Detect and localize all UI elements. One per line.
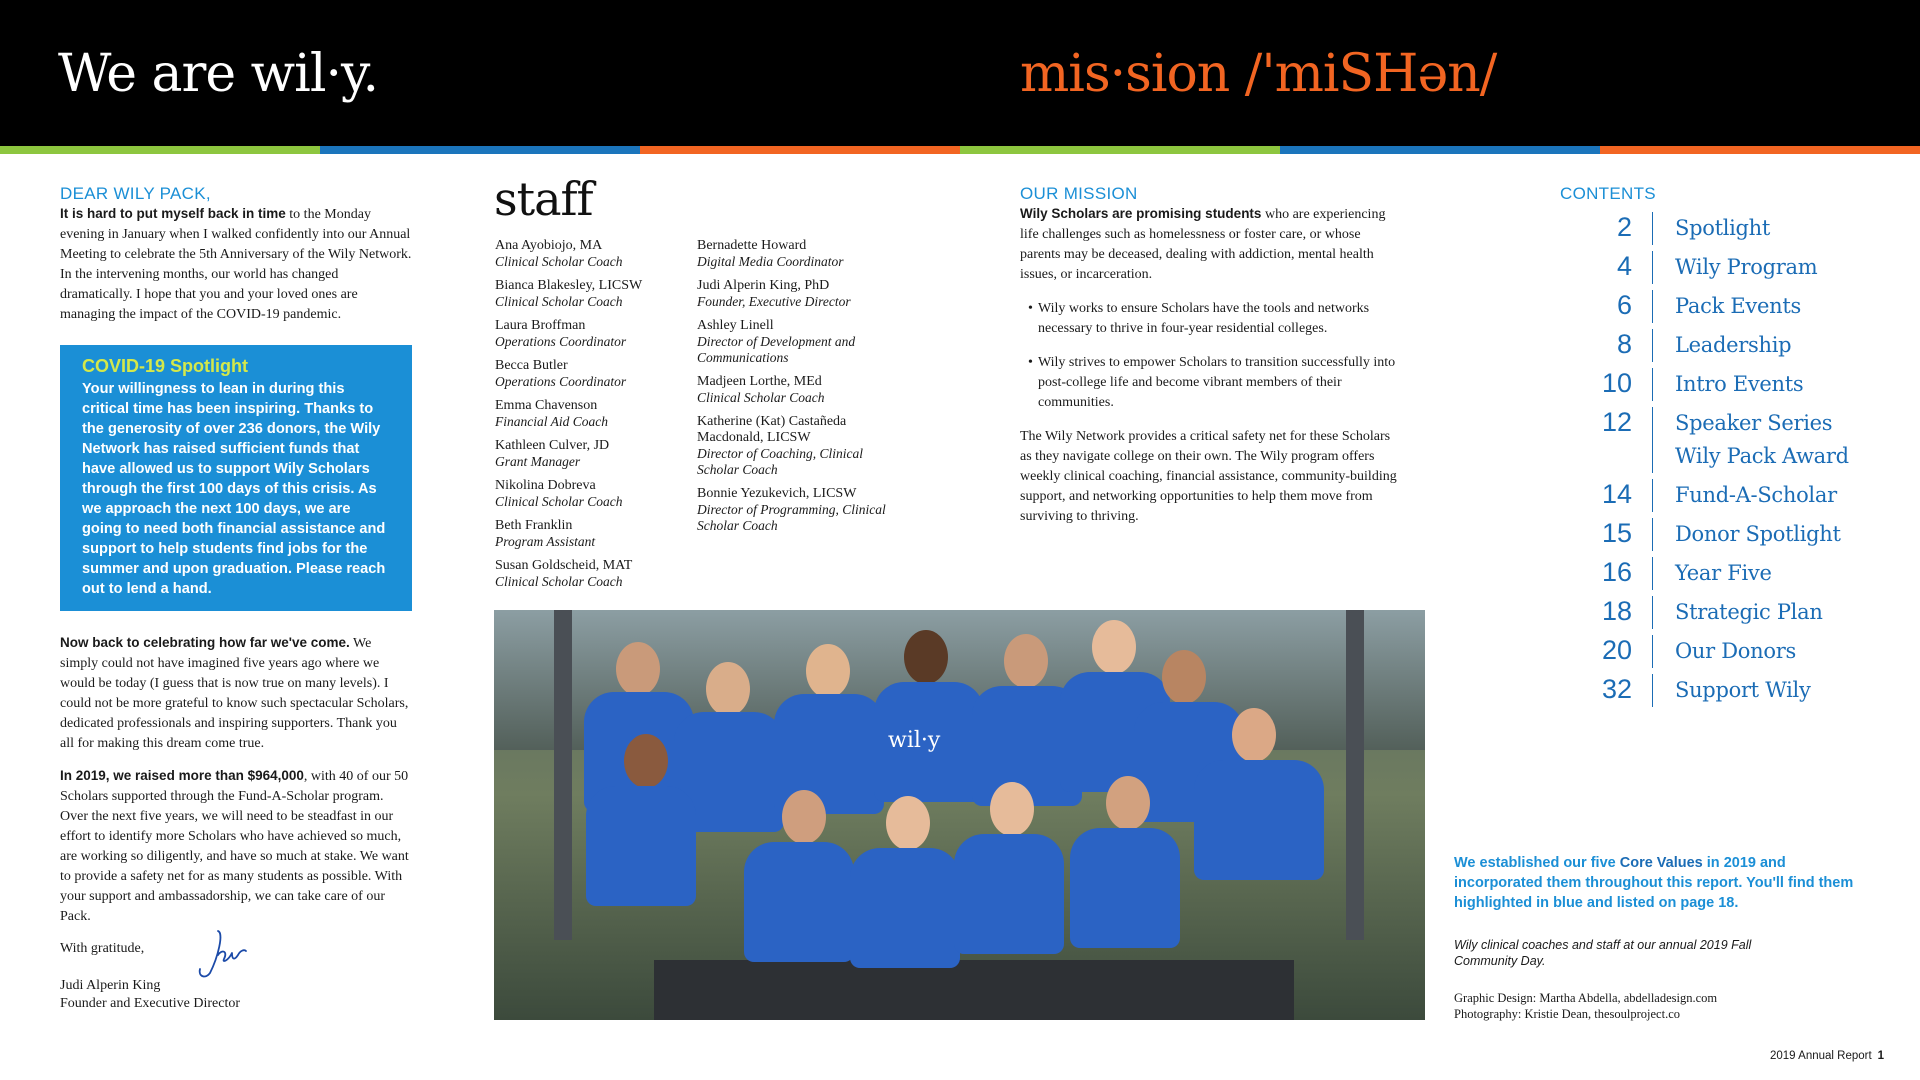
staff-name: Kathleen Culver, JD	[495, 438, 610, 453]
staff-member	[495, 478, 695, 510]
photo-caption: Wily clinical coaches and staff at our annual 2019 Fall Community Day.	[1454, 938, 1752, 968]
staff-name: Ashley Linell	[697, 318, 774, 333]
staff-name: Laura Broffman	[495, 318, 586, 333]
staff-name: Bonnie Yezukevich, LICSW	[697, 486, 857, 501]
staff-member	[495, 358, 695, 390]
toc-item[interactable]	[1560, 596, 1900, 629]
letter-heading: DEAR WILY PACK,	[60, 184, 211, 203]
core-values-note: We established our five Core Values in 2019 and incorporated them throughout this report. You'll find them highlighted in blue and listed on page 18.	[1454, 855, 1854, 911]
toc-item[interactable]	[1560, 557, 1900, 590]
toc-label: Intro Events	[1652, 368, 1803, 401]
toc-label: Donor Spotlight	[1652, 518, 1841, 551]
toc-item[interactable]	[1560, 212, 1900, 245]
staff-member	[697, 414, 907, 478]
signer-title: Founder and Executive Director	[60, 996, 240, 1011]
toc-page-number: 20	[1601, 635, 1632, 665]
photo-credit: Photography: Kristie Dean, thesoulproject.co	[1454, 1007, 1680, 1021]
staff-name: Ana Ayobiojo, MA	[495, 238, 603, 253]
staff-role: Director of Development and Communications	[697, 334, 856, 365]
shirt-logo: wil·y	[888, 728, 941, 753]
staff-name: Susan Goldscheid, MAT	[495, 558, 633, 573]
staff-name: Nikolina Dobreva	[495, 478, 596, 493]
staff-name: Beth Franklin	[495, 518, 573, 533]
staff-role: Founder, Executive Director	[697, 294, 851, 309]
toc-item[interactable]	[1560, 251, 1900, 284]
toc-label: Strategic Plan	[1652, 596, 1823, 629]
toc-item[interactable]	[1560, 479, 1900, 512]
signature-icon	[188, 927, 248, 983]
toc-page-number: 10	[1601, 368, 1632, 398]
page-footer: 2019 Annual Report 1	[1770, 1050, 1885, 1062]
staff-role: Clinical Scholar Coach	[495, 494, 623, 509]
staff-role: Grant Manager	[495, 454, 581, 469]
toc-page-number: 14	[1601, 479, 1632, 509]
toc-page-number: 6	[1616, 290, 1632, 320]
staff-role: Operations Coordinator	[495, 334, 627, 349]
signer-name: Judi Alperin King	[60, 978, 161, 993]
letter-paragraph-3: In 2019, we raised more than $964,000, with 40 of our 50 Scholars supported through the Fund-A-Scholar program. Over the next five years, we will need to be steadfast in our effort to identify more Scholars who have achieved so much, are working so diligently, and have so much at stake. We want to provide a safety net for as many students as possible. With your support and ambassadorship, we can take care of our Pack.	[60, 768, 409, 924]
staff-member	[495, 398, 695, 430]
staff-name: Katherine (Kat) Castañeda Macdonald, LICSW	[697, 414, 847, 445]
staff-member	[495, 278, 695, 310]
toc-item[interactable]	[1560, 407, 1900, 473]
toc-label: Speaker Series Wily Pack Award	[1652, 407, 1849, 473]
staff-member	[495, 438, 695, 470]
staff-role: Digital Media Coordinator	[697, 254, 844, 269]
toc-label: Leadership	[1652, 329, 1791, 362]
toc-label: Wily Program	[1652, 251, 1817, 284]
design-credit: Graphic Design: Martha Abdella, abdelladesign.com	[1454, 991, 1718, 1005]
mission-paragraph-2: The Wily Network provides a critical safety net for these Scholars as they navigate college on their own. The Wily program offers weekly clinical coaching, financial assistance, community-building support, and networking opportunities to help them move from surviving to thriving.	[1020, 429, 1397, 524]
staff-group-photo	[494, 610, 1425, 1020]
toc-page-number: 16	[1601, 557, 1632, 587]
toc-label: Year Five	[1652, 557, 1772, 590]
staff-role: Director of Programming, Clinical Scholar Coach	[697, 502, 886, 533]
contents-heading: CONTENTS	[1560, 184, 1656, 203]
header-bar	[0, 0, 1920, 146]
letter-column	[60, 184, 412, 1013]
title-mission-definition: mis·sion /'miSHən/	[1020, 44, 1497, 104]
staff-list-left	[495, 238, 695, 598]
toc-label: Support Wily	[1652, 674, 1811, 707]
mission-bullet: • Wily works to ensure Scholars have the tools and networks necessary to thrive in four-year residential colleges.	[1038, 299, 1400, 339]
staff-member	[697, 318, 907, 366]
staff-member	[495, 318, 695, 350]
page-number: 1	[1877, 1050, 1885, 1062]
toc-item[interactable]	[1560, 674, 1900, 707]
toc-page-number: 2	[1616, 212, 1632, 242]
toc-page-number: 12	[1601, 407, 1632, 437]
staff-member	[495, 518, 695, 550]
color-stripes	[0, 146, 1920, 154]
toc-page-number: 4	[1616, 251, 1632, 281]
staff-member	[697, 278, 907, 310]
staff-member	[697, 238, 907, 270]
toc-item[interactable]	[1560, 518, 1900, 551]
staff-role: Clinical Scholar Coach	[697, 390, 825, 405]
staff-role: Clinical Scholar Coach	[495, 574, 623, 589]
toc-item[interactable]	[1560, 368, 1900, 401]
toc-page-number: 18	[1601, 596, 1632, 626]
staff-member	[495, 558, 695, 590]
staff-member	[495, 238, 695, 270]
staff-name: Becca Butler	[495, 358, 568, 373]
staff-member	[697, 486, 907, 534]
toc-item[interactable]	[1560, 290, 1900, 323]
staff-role: Financial Aid Coach	[495, 414, 608, 429]
mission-column	[1020, 184, 1400, 527]
table-of-contents	[1560, 212, 1900, 713]
covid-spotlight-title: COVID-19 Spotlight	[82, 356, 248, 376]
title-we-are-wily: We are wil·y.	[58, 44, 378, 104]
toc-label: Spotlight	[1652, 212, 1770, 245]
toc-label: Our Donors	[1652, 635, 1796, 668]
covid-spotlight-body: Your willingness to lean in during this critical time has been inspiring. Thanks to the generosity of over 236 donors, the Wily Network has raised sufficient funds that have allowed us to support Wily Scholars through the first 100 days of this crisis. As we approach the next 100 days, we are going to need both financial assistance and support to help students find jobs for the summer and upon graduation. Please reach out to lend a hand.	[82, 381, 386, 597]
toc-page-number: 8	[1616, 329, 1632, 359]
toc-label: Fund-A-Scholar	[1652, 479, 1837, 512]
credits	[1454, 990, 1784, 1022]
toc-label: Pack Events	[1652, 290, 1801, 323]
staff-member	[697, 374, 907, 406]
toc-page-number: 15	[1601, 518, 1632, 548]
toc-item[interactable]	[1560, 635, 1900, 668]
mission-paragraph-1: Wily Scholars are promising students who are experiencing life challenges such as homelessness or foster care, or whose parents may be deceased, dealing with addiction, mental health issues, or incarceration.	[1020, 206, 1386, 282]
letter-paragraph-2: Now back to celebrating how far we've come. We simply could not have imagined five years ago where we would be today (I guess that is now true on many levels). I could not be more grateful to know such spectacular Scholars, dedicated professionals and inspiring supporters. Thank you all for making this dream come true.	[60, 635, 409, 751]
staff-name: Judi Alperin King, PhD	[697, 278, 830, 293]
staff-name: Emma Chavenson	[495, 398, 598, 413]
letter-closing: With gratitude,	[60, 941, 145, 956]
mission-bullets	[1038, 299, 1400, 413]
staff-name: Madjeen Lorthe, MEd	[697, 374, 822, 389]
toc-page-number: 32	[1601, 674, 1632, 704]
staff-name: Bernadette Howard	[697, 238, 807, 253]
staff-title: staff	[494, 172, 593, 226]
staff-role: Operations Coordinator	[495, 374, 627, 389]
staff-name: Bianca Blakesley, LICSW	[495, 278, 643, 293]
toc-item[interactable]	[1560, 329, 1900, 362]
letter-paragraph-1: It is hard to put myself back in time to the Monday evening in January when I walked confidently into our Annual Meeting to celebrate the 5th Anniversary of the Wily Network. In the intervening months, our world has changed dramatically. I hope that you and your loved ones are managing the impact of the COVID-19 pandemic.	[60, 206, 412, 322]
staff-role: Program Assistant	[495, 534, 596, 549]
staff-list-right	[697, 238, 907, 542]
staff-role: Clinical Scholar Coach	[495, 294, 623, 309]
mission-heading: OUR MISSION	[1020, 184, 1138, 203]
staff-role: Director of Coaching, Clinical Scholar Coach	[697, 446, 863, 477]
staff-role: Clinical Scholar Coach	[495, 254, 623, 269]
mission-bullet: • Wily strives to empower Scholars to transition successfully into post-college life and become vibrant members of their communities.	[1038, 353, 1400, 413]
covid-spotlight-box	[60, 345, 412, 611]
